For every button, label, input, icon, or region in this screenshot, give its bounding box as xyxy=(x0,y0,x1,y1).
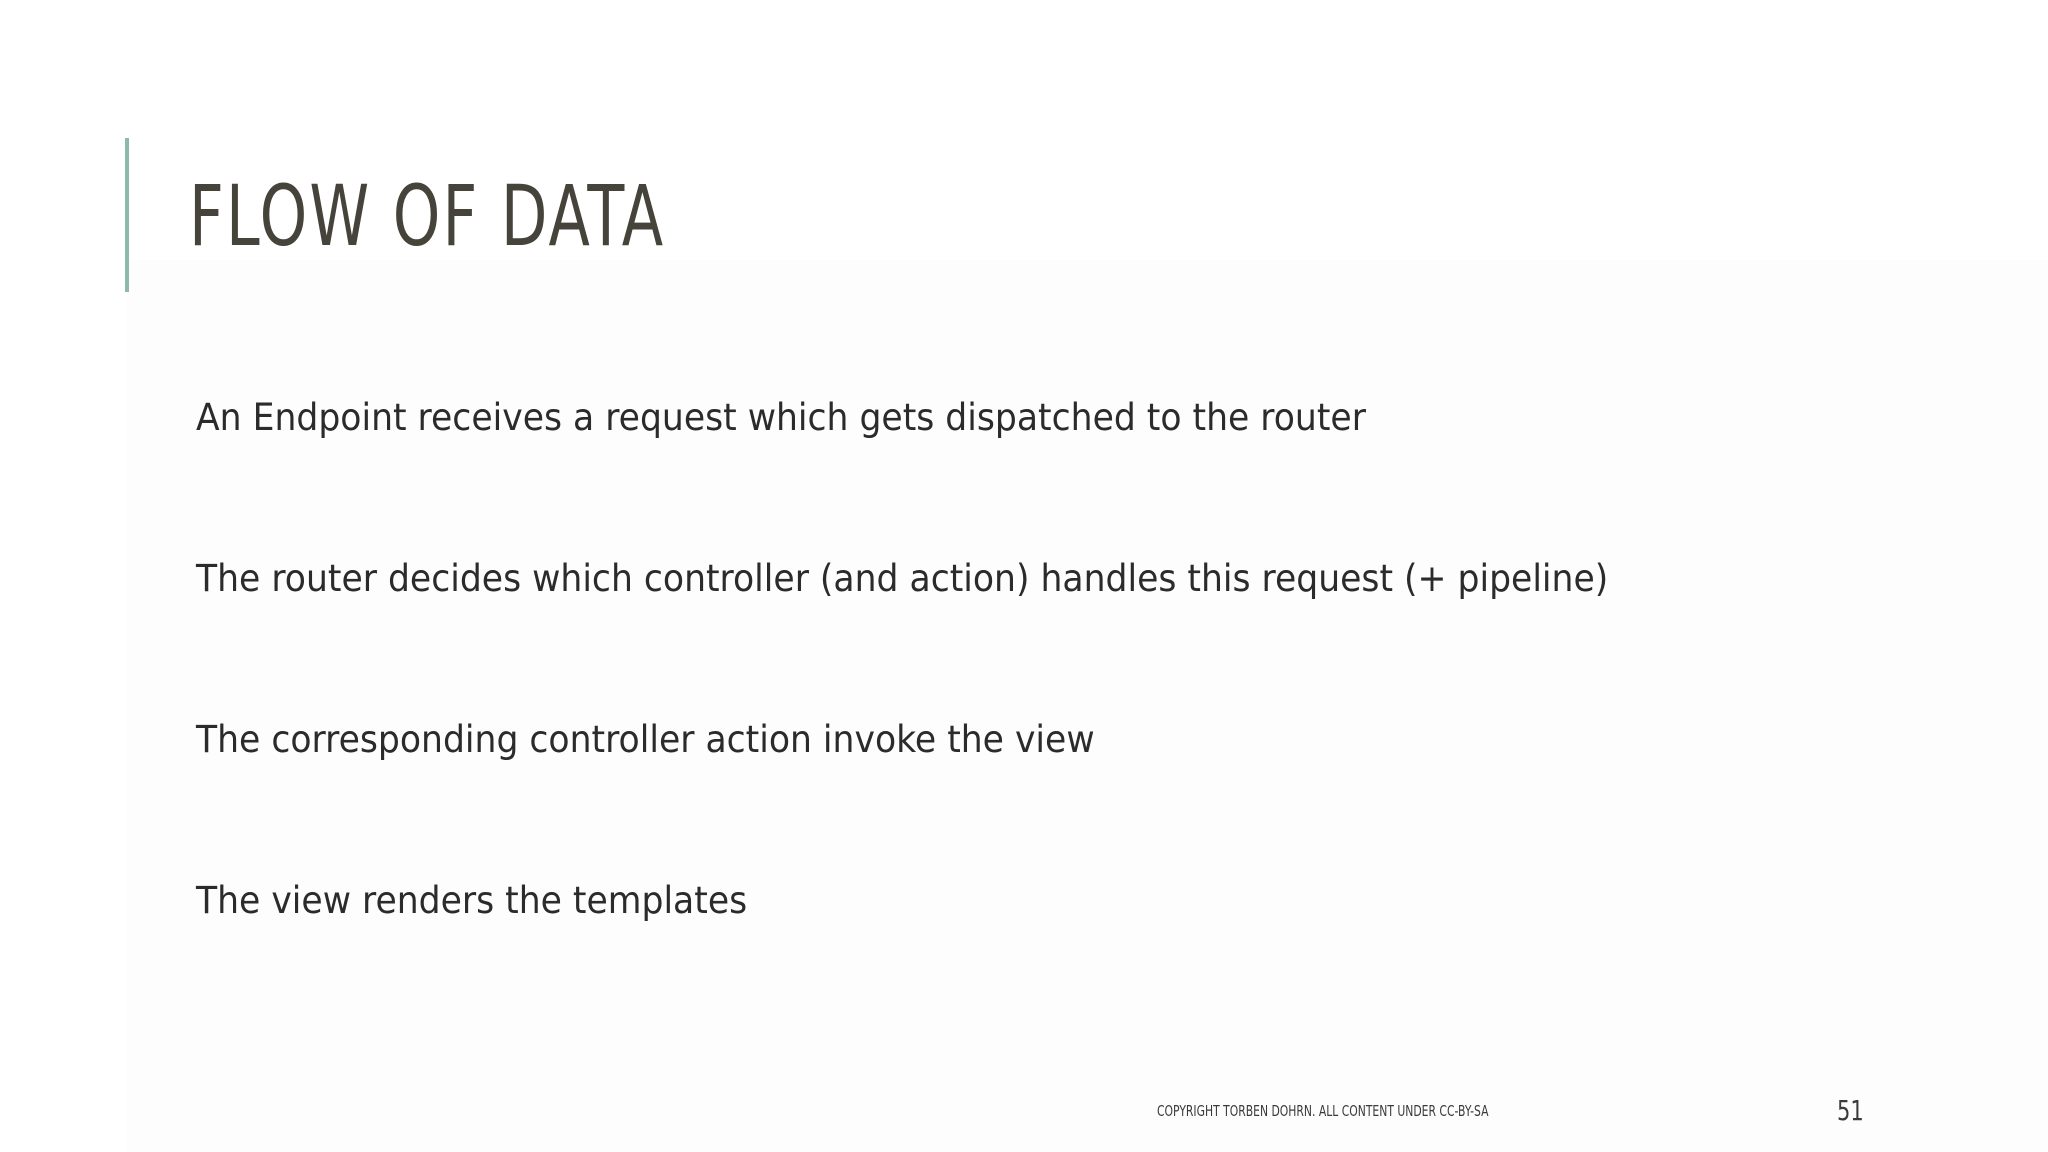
bullet-text: The router decides which controller (and action) handles this request (+ pipeline) xyxy=(196,557,1609,600)
copyright-footer: COPYRIGHT TORBEN DOHRN. ALL CONTENT UNDER CC-BY-SA xyxy=(1157,1102,1489,1120)
page-number: 51 xyxy=(1837,1094,1864,1127)
bullet-text: The view renders the templates xyxy=(196,879,748,922)
bullet-text: The corresponding controller action invoke the view xyxy=(196,718,1095,761)
slide-title: FLOW OF DATA xyxy=(189,167,666,265)
title-accent-bar xyxy=(125,138,129,292)
bullet-text: An Endpoint receives a request which gets dispatched to the router xyxy=(196,396,1366,439)
